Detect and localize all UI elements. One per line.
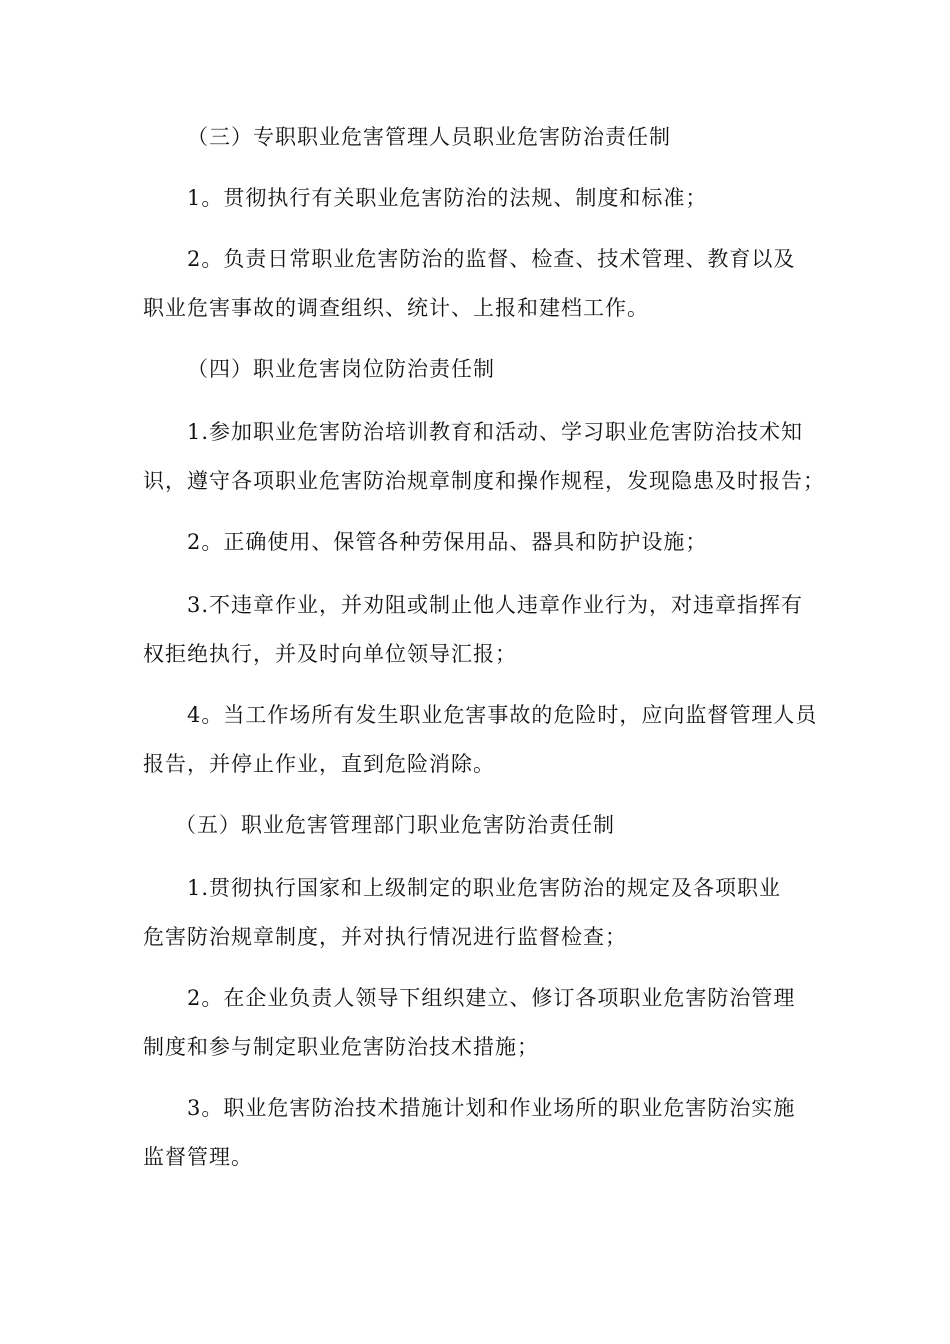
paragraph-line: 2。在企业负责人领导下组织建立、修订各项职业危害防治管理 — [187, 986, 796, 1010]
section-heading-4: （四）职业危害岗位防治责任制 — [187, 357, 495, 381]
paragraph-line: 3。职业危害防治技术措施计划和作业场所的职业危害防治实施 — [187, 1096, 796, 1120]
paragraph-line: 监督管理。 — [143, 1145, 253, 1169]
section-heading-5: （五）职业危害管理部门职业危害防治责任制 — [175, 813, 615, 837]
section-heading-3: （三）专职职业危害管理人员职业危害防治责任制 — [187, 125, 671, 149]
paragraph-line: 2。正确使用、保管各种劳保用品、器具和防护设施； — [187, 530, 708, 554]
paragraph-line: 3.不违章作业，并劝阻或制止他人违章作业行为，对违章指挥有 — [187, 593, 804, 617]
paragraph-line: 制度和参与制定职业危害防治技术措施； — [143, 1035, 539, 1059]
paragraph-line: 1。贯彻执行有关职业危害防治的法规、制度和标准； — [187, 186, 708, 210]
paragraph-line: 危害防治规章制度，并对执行情况进行监督检查； — [143, 925, 627, 949]
paragraph-line: 权拒绝执行，并及时向单位领导汇报； — [143, 642, 517, 666]
paragraph-line: 1.贯彻执行国家和上级制定的职业危害防治的规定及各项职业 — [187, 876, 782, 900]
paragraph-line: 1.参加职业危害防治培训教育和活动、学习职业危害防治技术知 — [187, 420, 804, 444]
paragraph-line: 报告，并停止作业，直到危险消除。 — [143, 752, 495, 776]
paragraph-line: 4。当工作场所有发生职业危害事故的危险时，应向监督管理人员 — [187, 703, 818, 727]
paragraph-line: 职业危害事故的调查组织、统计、上报和建档工作。 — [143, 296, 649, 320]
paragraph-line: 识，遵守各项职业危害防治规章制度和操作规程，发现隐患及时报告； — [143, 469, 825, 493]
paragraph-line: 2。负责日常职业危害防治的监督、检查、技术管理、教育以及 — [187, 247, 796, 271]
